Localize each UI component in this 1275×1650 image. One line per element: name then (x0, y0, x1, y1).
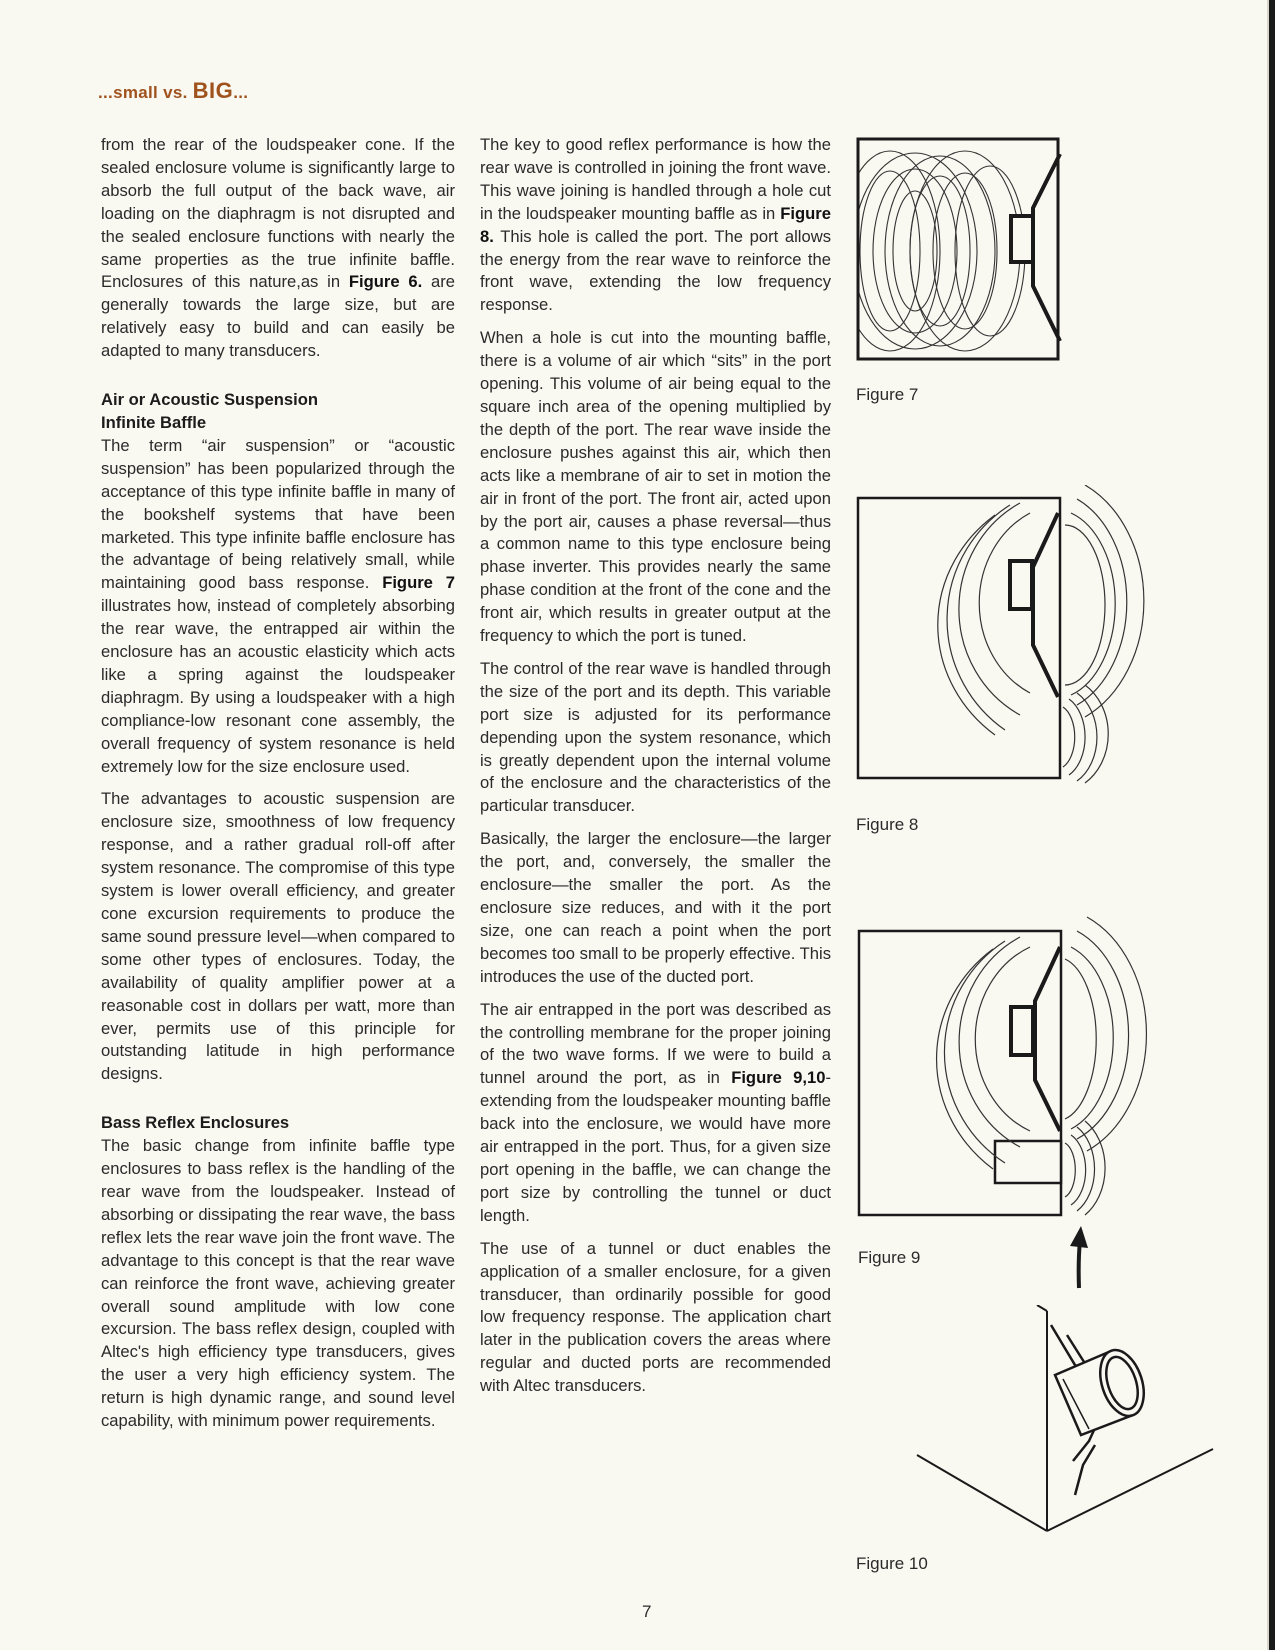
paragraph: from the rear of the loudspeaker cone. If the sealed enclosure volume is significantly large to absorb the full output of the back wave, air loading on the diaphragm is not disrupted and the sealed enclosure functions with nearly the same properties as the true infinite baffle. Enclosures of this nature,as in Figure 6. are generally towards the large size, but are relatively easy to build and can easily be adapted to many transducers. (101, 135, 456, 361)
figure-reference: Figure 6. (348, 272, 423, 292)
page-number: 7 (642, 1602, 652, 1621)
header-big: BIG (192, 78, 234, 103)
figure-caption: Figure 9 (858, 1248, 921, 1267)
text-column-2 (480, 134, 831, 1408)
figure-7-diagram (855, 136, 1063, 362)
paragraph: When a hole is cut into the mounting baffle, there is a volume of air which “sits” in the port opening. This volume of air being equal to the square inch area of the opening multiplied by the depth of the port. The rear wave inside the enclosure pushes against this air, which then acts like a membrane of air to set in motion the air in front of the port. The front air, acted upon by the port air, causes a phase reversal—thus a common name to this type enclosure being phase inverter. This provides nearly the same phase condition at the front of the cone and the front air, which results in greater output at the frequency to which the port is tuned. (480, 328, 831, 646)
figure-10-diagram (915, 1305, 1215, 1535)
figure-reference: Figure 9,10 (731, 1068, 826, 1088)
paragraph: The term “air suspension” or “acoustic suspension” has been popularized through the acceptance of this type infinite baffle in many of the bookshelf systems that have been marketed. This type infinite baffle enclosure has the advantage of being relatively small, while maintaining good bass response. Figure 7 illustrates how, instead of completely absorbing the rear wave, the entrapped air within the enclosure has an acoustic elasticity which acts like a spring against the loudspeaker diaphragm. By using a loudspeaker with a high compliance-low resonant cone assembly, the overall frequency of system resonance is held extremely low for the size enclosure used. (101, 435, 455, 776)
section-heading: Air or Acoustic Suspension Infinite Baffle (101, 390, 318, 432)
arrow-up-icon (1064, 1222, 1094, 1292)
paragraph: The basic change from infinite baffle type enclosures to bass reflex is the handling of the rear wave from the loudspeaker. Instead of absorbing or dissipating the rear wave, the bass reflex lets the rear wave join the front wave. The advantage to this concept is that the rear wave can reinforce the front wave, achieving greater overall sound amplitude with low cone excursion. The bass reflex design, coupled with Altec's high efficiency type transducers, gives the user a very high efficiency system. The return is high dynamic range, and sound level capability, with minimum power requirements. (101, 1136, 455, 1431)
figure-caption: Figure 10 (856, 1554, 928, 1573)
figure-reference: Figure 7 (382, 573, 455, 593)
running-header (98, 78, 248, 104)
figure-8-diagram (855, 485, 1215, 785)
page-edge (1269, 0, 1275, 1650)
header-prefix: ...small vs. (98, 83, 193, 102)
paragraph: Basically, the larger the enclosure—the larger the port, and, conversely, the smaller the enclosure—the smaller the port. As the enclosure size reduces, and with it the port size, one can reach a point when the port becomes too small to be properly effective. This introduces the use of the ducted port. (480, 829, 831, 986)
header-suffix: ... (233, 83, 249, 102)
figure-caption: Figure 8 (856, 815, 919, 834)
text-column-1 (101, 134, 455, 1443)
paragraph: The air entrapped in the port was described as the controlling membrane for the proper joining of the two wave forms. If we were to build a tunnel around the port, as in Figure 9,10-extending from the loudspeaker mounting baffle back into the enclosure, we would have more air entrapped in the port. Thus, for a given size port opening in the baffle, we can change the port size by controlling the tunnel or duct length. (480, 999, 831, 1225)
section-heading: Bass Reflex Enclosures (101, 1113, 290, 1133)
paragraph: The control of the rear wave is handled through the size of the port and its depth. This variable port size is adjusted for its performance depending upon the system resonance, which is greatly dependent upon the internal volume of the enclosure and the characteristics of the particular transducer. (480, 658, 831, 816)
figure-reference: Figure 8. (480, 203, 831, 246)
figure-caption: Figure 7 (856, 385, 919, 404)
figure-9-diagram (855, 915, 1215, 1225)
paragraph: The key to good reflex performance is how the rear wave is controlled in joining the front wave. This wave joining is handled through a hole cut in the loudspeaker mounting baffle as in Figure 8. This hole is called the port. The port allows the energy from the rear wave to reinforce the front wave, extending the low frequency response. (480, 135, 831, 315)
paragraph: The advantages to acoustic suspension are enclosure size, smoothness of low frequency response, and a rather gradual roll-off after system resonance. The compromise of this type system is lower overall efficiency, and greater cone excursion requirements to produce the same sound pressure level—when compared to some other types of enclosures. Today, the availability of quality amplifier power at a reasonable cost in dollars per watt, more than ever, permits use of this principle for outstanding latitude in high performance designs. (101, 789, 455, 1084)
paragraph: The use of a tunnel or duct enables the application of a smaller enclosure, for a given transducer, than ordinarily possible for good low frequency response. The application chart later in the publication covers the areas where regular and ducted ports are recommended with Altec transducers. (480, 1238, 831, 1396)
